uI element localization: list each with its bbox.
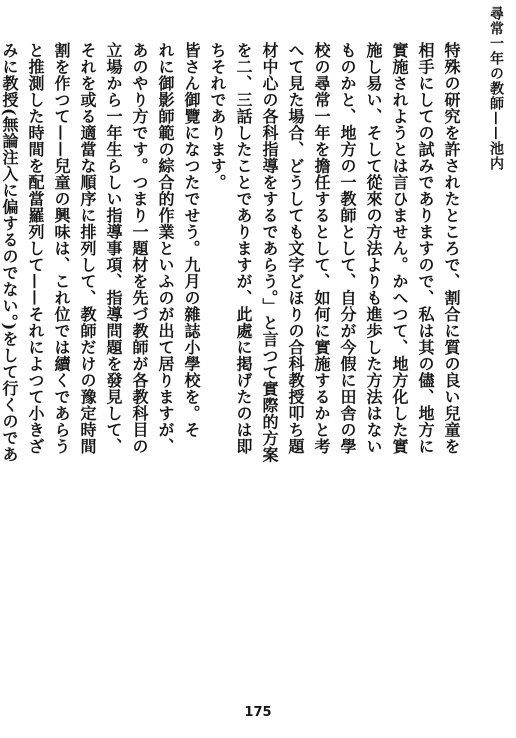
text-column: へて見た場合、どうしても文字どほりの合科教授叩ち題 <box>286 42 305 455</box>
vertical-text-body <box>0 42 464 692</box>
text-column: それを或る適當な順序に排列して、教師だけの豫定時間 <box>78 42 97 455</box>
text-column: 實施されようとは言ひません。かへつて、地方化した實 <box>390 42 409 455</box>
running-header: 尋常一年の教師——池内 <box>488 6 504 171</box>
text-column: 皆さん御覽になつたでせう。九月の雜誌小學校を。そ <box>182 42 201 438</box>
text-column: あのやり方です。つまり一題材を先づ教師が各教科目の <box>130 42 149 455</box>
text-column: 割を作つて——兒童の興味は、これ位では續くであらう <box>52 42 71 455</box>
text-column: 施し易い、そして從來の方法よりも進歩した方法はない <box>364 42 383 455</box>
text-column: れに御影師範の綜合的作業といふのが出て居りますが、 <box>156 42 175 455</box>
text-column: 相手にしての試みでありますので、私は其の儘、地方に <box>416 42 435 455</box>
text-column: と推測した時間を配當羅列して——それによつて小きざ <box>26 42 45 455</box>
text-column: 材中心の各科指導をするであらう。」と言つて實際的方案 <box>260 42 279 463</box>
text-column: 校の尋常一年を擔任するとして、如何に實施するかと考 <box>312 42 331 455</box>
page-number: 175 <box>244 705 272 720</box>
text-column: を二、三話したことでありますが、此處に掲げたのは即 <box>234 42 253 455</box>
text-column: 特殊の研究を許されたところで、割合に質の良い兒童を <box>442 42 461 455</box>
text-column: みに教授(無論注入に偏するのでない。)をして行くのであ <box>0 42 19 463</box>
text-column: 立場から一年生らしい指導事項、指導問題を發見して、 <box>104 42 123 455</box>
text-column: ちそれであります。 <box>208 42 227 191</box>
text-column: ものかと、地方の一教師として、自分が今假に田舎の學 <box>338 42 357 455</box>
